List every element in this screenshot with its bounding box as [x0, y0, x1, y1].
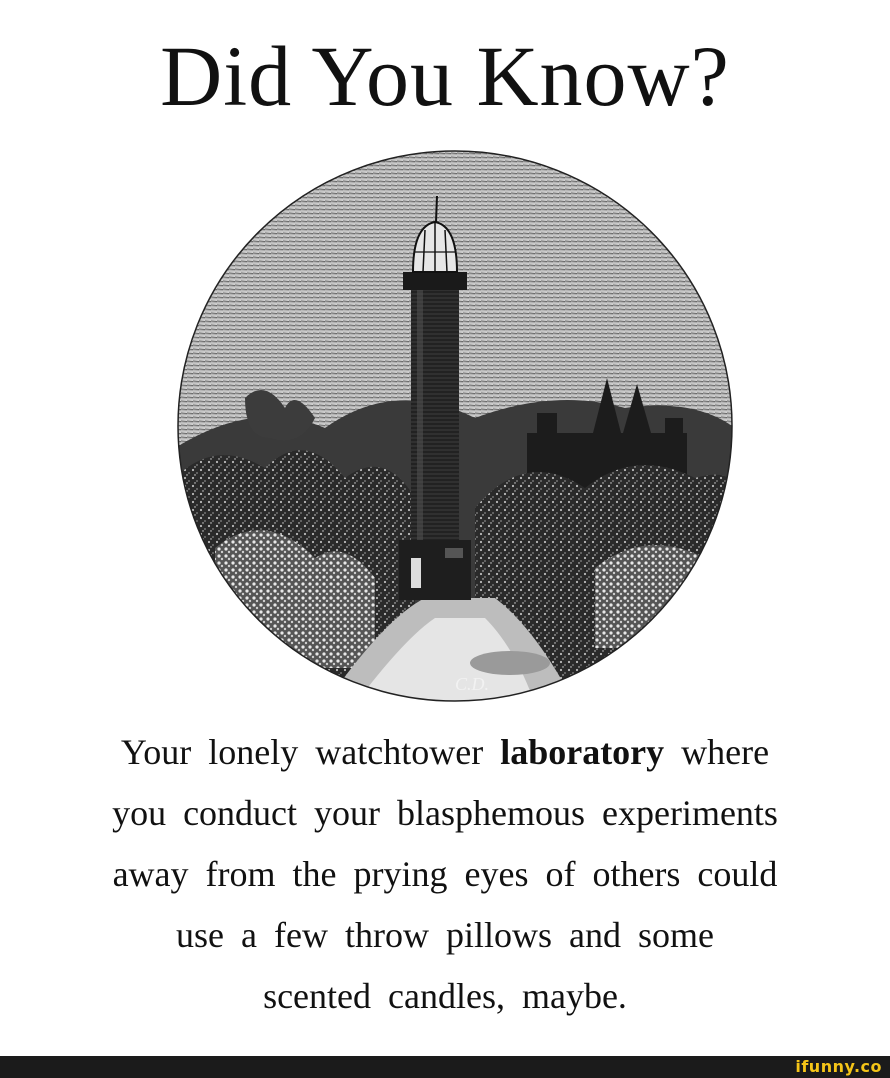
caption-line-1: Your lonely watchtower laboratory where [120, 732, 770, 772]
watchtower-engraving-icon [175, 148, 735, 704]
caption-bold-word: laboratory [500, 732, 665, 772]
artist-signature: C.D. [455, 674, 490, 694]
footer-bar [0, 1056, 890, 1078]
ifunny-watermark: ifunny.co [795, 1057, 882, 1076]
caption-line-4: use a few throw pillows and some [176, 915, 714, 955]
page-title: Did You Know? [160, 28, 730, 124]
caption-line-2: you conduct your blasphemous experiments [112, 793, 778, 833]
caption-line-5: scented candles, maybe. [263, 976, 627, 1016]
caption-text [60, 722, 830, 1027]
caption-line-3: away from the prying eyes of others could [112, 854, 778, 894]
